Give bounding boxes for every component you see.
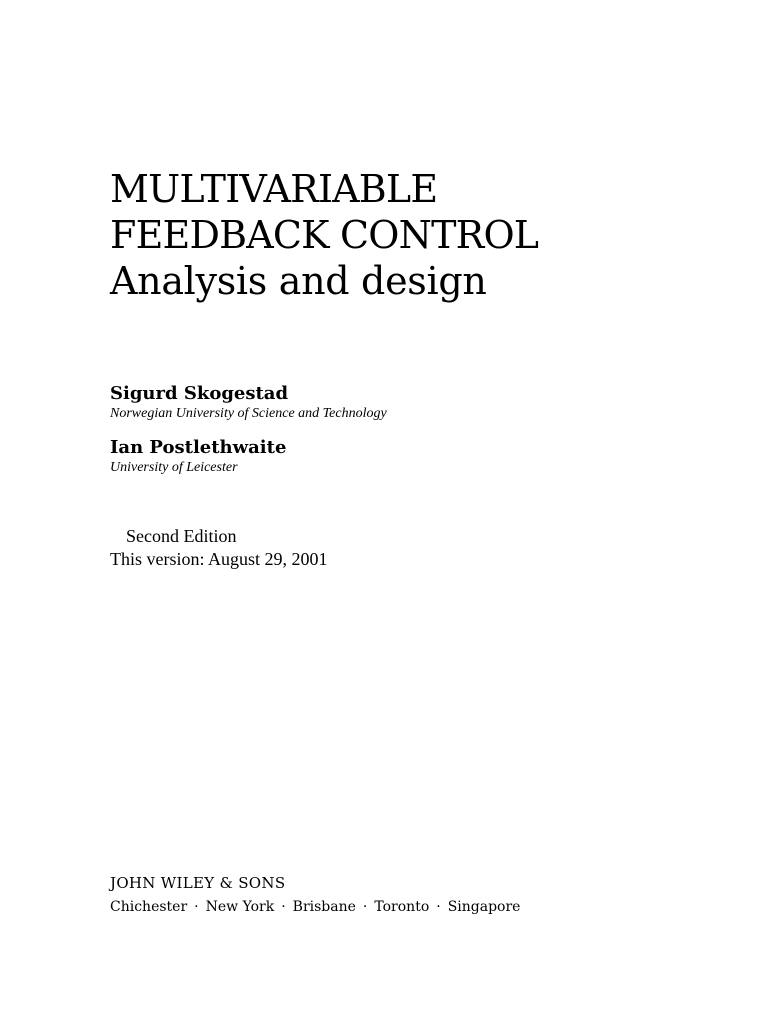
city-separator: · bbox=[436, 899, 441, 915]
author-affiliation: Norwegian University of Science and Technology bbox=[110, 406, 387, 421]
title-line-2: FEEDBACK CONTROL bbox=[110, 213, 539, 257]
city-separator: · bbox=[281, 899, 286, 915]
city-separator: · bbox=[194, 899, 199, 915]
author-1 bbox=[110, 383, 387, 423]
author-name: Ian Postlethwaite bbox=[110, 437, 287, 458]
publisher-cities bbox=[110, 898, 520, 916]
city: New York bbox=[205, 899, 275, 915]
city: Chichester bbox=[110, 899, 188, 915]
publisher bbox=[110, 873, 520, 916]
city: Brisbane bbox=[292, 899, 356, 915]
author-affiliation: University of Leicester bbox=[110, 460, 238, 475]
city: Singapore bbox=[447, 899, 521, 915]
title-line-1: MULTIVARIABLE bbox=[110, 167, 438, 211]
subtitle: Analysis and design bbox=[110, 259, 487, 303]
book-title bbox=[110, 166, 538, 304]
authors bbox=[110, 383, 387, 491]
city-separator: · bbox=[362, 899, 368, 915]
author-2 bbox=[110, 437, 387, 477]
city: Toronto bbox=[374, 899, 430, 915]
edition-info bbox=[110, 525, 328, 571]
edition-label: Second Edition bbox=[126, 526, 237, 546]
publisher-name: JOHN WILEY & SONS bbox=[110, 874, 286, 892]
author-name: Sigurd Skogestad bbox=[110, 383, 289, 404]
version-date: This version: August 29, 2001 bbox=[110, 549, 328, 569]
